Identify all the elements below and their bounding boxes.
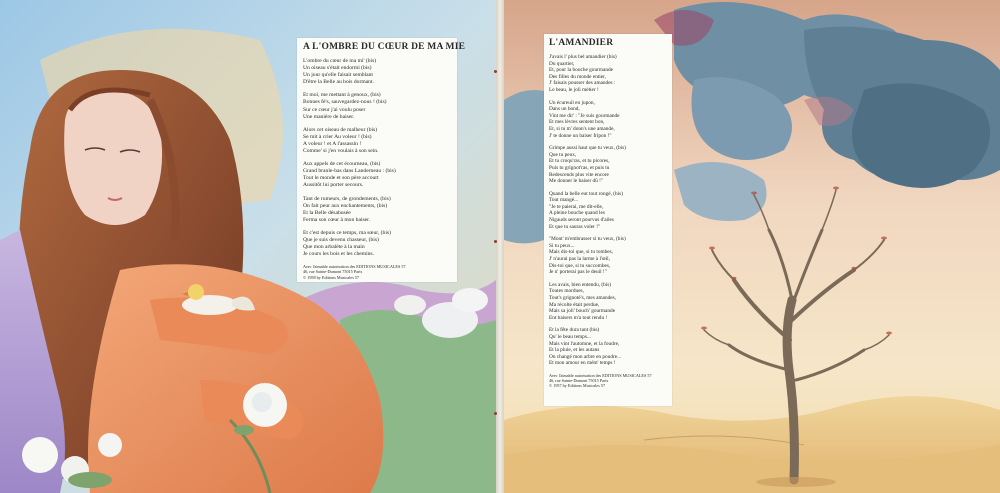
poem-line: Ma récolte était perdue, [549, 301, 600, 308]
credit-line: 46, rue Sainte-Dumont 75015 Paris [549, 378, 609, 384]
poem-line: J' faisais pousser des amandes : [549, 80, 616, 87]
poem-line: Que tu peux, [549, 151, 577, 158]
poem-line: Grand branle-bas dans Landerneau : (bis) [303, 168, 396, 175]
poem-line: Alors cet oiseau de malheur (bis) [303, 126, 378, 133]
binding-mark [494, 70, 497, 73]
left-poem-stanzas [303, 58, 451, 258]
poem-line: Et, pour la bouche gourmande [549, 67, 613, 74]
poem-line: Se mit à crier Au voleur ! (bis) [303, 133, 372, 140]
right-poem-stanzas [549, 54, 667, 367]
poem-line: Comme' si j'en voulais à son sein. [303, 148, 379, 155]
poem-line: D'être la Belle au bois dormant. [303, 79, 374, 86]
poem-stanza [549, 327, 667, 367]
poem-line: Et la fête dura tant (bis) [549, 327, 600, 334]
credit-line: © 1957 by Editions Musicales 57 [549, 383, 606, 389]
poem-line: Du quartier, [549, 60, 575, 67]
credit-line: Avec l'aimable autorisation des EDITIONS MUSICALES 57 [303, 264, 406, 270]
poem-line: Ferma son cœur à mon baiser. [303, 216, 371, 223]
poem-line: Que je suis devenu chasseur, (bis) [303, 236, 379, 243]
poem-line: Puis tu grignot'ras, et puis tu [549, 164, 610, 171]
poem-line: Et moi, me mettant à genoux, (bis) [303, 92, 381, 99]
left-page [0, 0, 496, 493]
poem-line: Que mon arbalète à la main [303, 244, 365, 251]
poem-line: Un jour qu'elle faisait semblant [303, 72, 373, 79]
poem-line: Je cours les bois et les chemins. [303, 251, 374, 258]
poem-line: Aussitôt lui porter secours. [303, 182, 364, 189]
poem-line: L'ombre du cœur de ma mi' (bis) [303, 58, 377, 64]
credit-line: © 1958 by Editions Musicales 57 [303, 274, 360, 280]
poem-line: Et la pluie, et les autans [549, 347, 600, 354]
poem-line: Et mes lèvres sentent bon, [549, 119, 605, 126]
right-poem-box [544, 34, 672, 406]
poem-line: Aux appels de cet écourneau, (bis) [303, 161, 381, 168]
poem-line: Et mon amour en mém' temps ! [549, 360, 616, 367]
poem-line: Un oiseau s'était endormi (bis) [303, 65, 372, 72]
poem-line: "Mont' m'embrasser si tu veux, (bis) [549, 236, 626, 243]
poem-line: J' te donne un baiser fripon !" [549, 132, 612, 139]
poem-line: Un écureuil en jupon, [549, 99, 595, 106]
poem-line: Je n' porterai pas le deuil !" [549, 269, 607, 276]
poem-line: Si tu peux... [549, 242, 575, 249]
poem-line: Me donner le baiser dû !" [549, 178, 604, 185]
poem-line: Vint me dir' : "Je suis gourmande [549, 112, 620, 119]
poem-stanza [549, 100, 667, 140]
poem-stanza [549, 145, 667, 185]
poem-line: A pleine bouche quand les [549, 210, 605, 217]
poem-line: Redescends plus vite encore [549, 171, 609, 178]
poem-line: Tout le monde et son père accourt [303, 175, 379, 182]
left-poem-box [297, 38, 466, 282]
poem-line: J' n'aurai pas la larme à l'œil, [549, 256, 610, 263]
poem-stanza [303, 161, 451, 189]
poem-line: Dans un bond, [549, 106, 580, 113]
poem-line: On fait peur aux enchantements, (bis) [303, 202, 388, 209]
poem-line: Sur ce cœur j'ai voulu poser [303, 106, 366, 113]
right-credit [549, 373, 667, 389]
poem-line: Mais vint l'automne, et la foudre, [549, 340, 620, 347]
poem-line: Tout mangé... [549, 197, 579, 204]
left-credit [303, 264, 451, 280]
poem-line: Et tu croqu'ras, et tu picores, [549, 158, 610, 165]
poem-line: Une manière de baiser. [303, 113, 355, 120]
poem-stanza [303, 92, 451, 120]
poem-line: Toutes mordues, [549, 288, 584, 295]
right-poem-title: L'AMANDIER [549, 38, 614, 48]
poem-stanza [549, 282, 667, 322]
credit-line: 46, rue Sainte-Dumont 75015 Paris [303, 269, 363, 275]
poem-line: Et que tu sauras voler !" [549, 223, 601, 230]
binding-mark [494, 412, 497, 415]
poem-line: "Je te paierai, me dit-elle, [549, 203, 604, 210]
left-poem-title: A L'OMBRE DU CŒUR DE MA MIE [303, 42, 466, 52]
poem-line: Tant de rumeurs, de grondements, (bis) [303, 195, 391, 202]
poem-line: Nigauds seront pourvus d'ailes [549, 217, 614, 224]
poem-line: Qu' le beau temps... [549, 333, 591, 340]
poem-stanza [303, 230, 451, 258]
poem-stanza [303, 127, 451, 155]
poem-line: Mais sa joli' bouch' gourmande [549, 308, 616, 315]
poem-stanza [549, 54, 667, 94]
book-gutter [496, 0, 504, 493]
poem-stanza [303, 58, 451, 86]
poem-line: Tout's grignoté's, mes amandes, [549, 295, 617, 301]
poem-line: J'avais l' plus bel amandier (bis) [549, 54, 617, 60]
poem-line: On changé mon arbre en poudre... [549, 353, 622, 360]
poem-line: Grimpe aussi haut que tu veux, (bis) [549, 145, 626, 152]
credit-line: Avec l'aimable autorisation des EDITIONS MUSICALES 57 [549, 372, 652, 378]
poem-line: Quand la belle eut tout rongé, (bis) [549, 190, 623, 197]
poem-line: Et c'est depuis ce temps, ma sœur, (bis) [303, 229, 391, 236]
poem-line: Mais dis-toi que, si tu tombes, [549, 249, 614, 256]
poem-line: Les avais, bien entendu, (bis) [549, 281, 612, 288]
poem-line: Le beau, le joli métier ! [549, 86, 599, 93]
binding-mark [494, 240, 497, 243]
poem-line: A voleur ! et A l'assassin ! [303, 140, 362, 147]
poem-line: Ent baisers m'a tout rendu ! [549, 314, 608, 321]
poem-stanza [549, 236, 667, 276]
poem-line: Et la Belle désabusée [303, 209, 351, 216]
poem-line: Et, si tu m' donn's une amande, [549, 125, 615, 132]
poem-line: Des filles du monde entier, [549, 73, 607, 80]
poem-line: Dis-toi que, si tu succombes, [549, 262, 611, 269]
poem-stanza [303, 196, 451, 224]
poem-stanza [549, 191, 667, 231]
right-page [504, 0, 1000, 493]
poem-line: Bonnes fé's, sauvegardez-nous ! (bis) [303, 99, 387, 106]
